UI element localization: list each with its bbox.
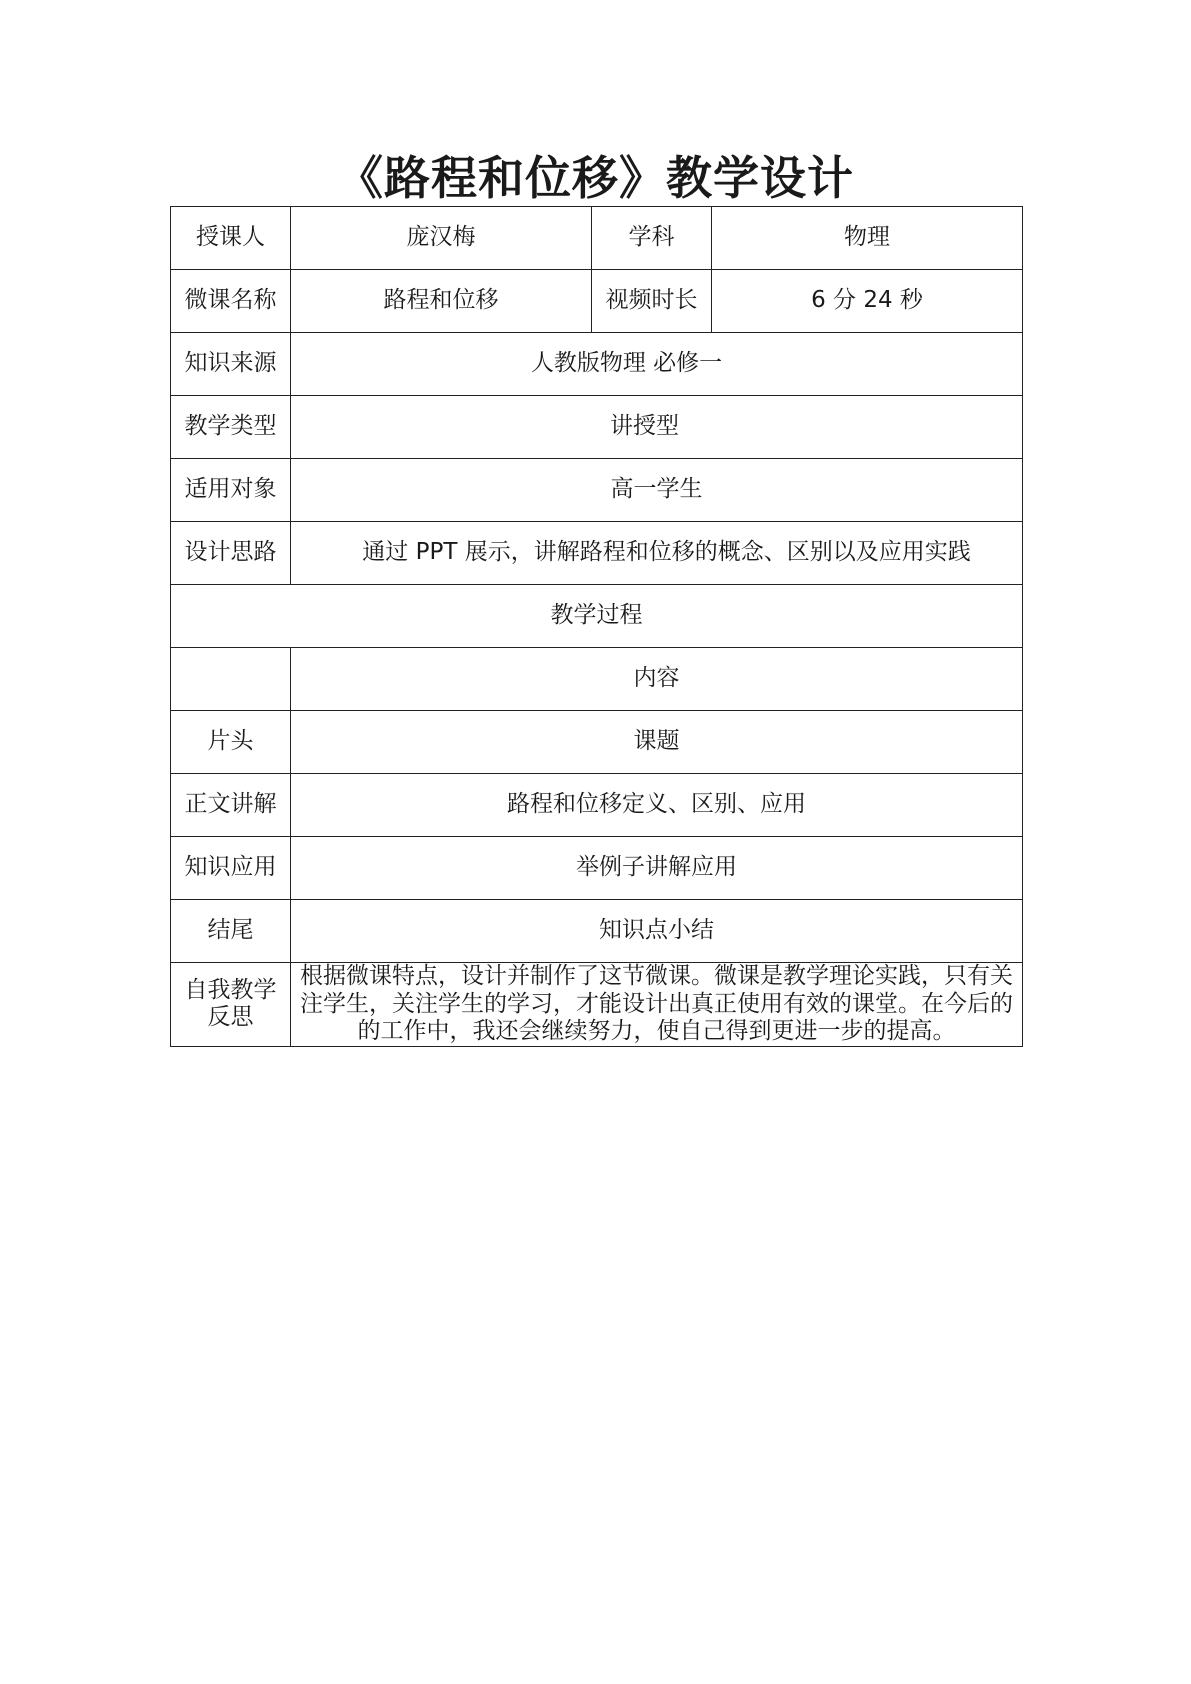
table-row — [171, 396, 1023, 459]
process-row-label: 正文讲解 — [171, 774, 291, 837]
teacher-value: 庞汉梅 — [291, 207, 592, 270]
table-row — [171, 837, 1023, 900]
table-row — [171, 207, 1023, 270]
table-row — [171, 459, 1023, 522]
design-value: 通过 PPT 展示，讲解路程和位移的概念、区别以及应用实践 — [291, 522, 1023, 585]
duration-value: 6 分 24 秒 — [712, 270, 1023, 333]
table-row — [171, 585, 1023, 648]
lesson-design-table — [170, 206, 1023, 1047]
process-row-content: 课题 — [291, 711, 1023, 774]
type-label: 教学类型 — [171, 396, 291, 459]
table-row — [171, 774, 1023, 837]
table-row — [171, 333, 1023, 396]
reflection-label — [171, 963, 291, 1047]
process-row-content: 路程和位移定义、区别、应用 — [291, 774, 1023, 837]
process-row-label: 片头 — [171, 711, 291, 774]
document-title: 《路程和位移》教学设计 — [337, 151, 854, 205]
table-row — [171, 900, 1023, 963]
process-empty-cell — [171, 648, 291, 711]
subject-label: 学科 — [592, 207, 712, 270]
reflection-text: 根据微课特点，设计并制作了这节微课。微课是教学理论实践，只有关注学生，关注学生的学习，才能设计出真正使用有效的课堂。在今后的的工作中，我还会继续努力，使自己得到更进一步的提高。 — [291, 963, 1023, 1047]
content-header: 内容 — [291, 648, 1023, 711]
table-row — [171, 522, 1023, 585]
course-name-value: 路程和位移 — [291, 270, 592, 333]
process-row-content: 举例子讲解应用 — [291, 837, 1023, 900]
teacher-label: 授课人 — [171, 207, 291, 270]
audience-value: 高一学生 — [291, 459, 1023, 522]
process-row-label: 结尾 — [171, 900, 291, 963]
process-row-label: 知识应用 — [171, 837, 291, 900]
type-value: 讲授型 — [291, 396, 1023, 459]
source-value: 人教版物理 必修一 — [291, 333, 1023, 396]
design-label: 设计思路 — [171, 522, 291, 585]
table-row — [171, 711, 1023, 774]
process-row-content: 知识点小结 — [291, 900, 1023, 963]
subject-value: 物理 — [712, 207, 1023, 270]
duration-label: 视频时长 — [592, 270, 712, 333]
reflection-label-line1: 自我教学 — [184, 976, 277, 1003]
process-header: 教学过程 — [171, 585, 1023, 648]
table-row — [171, 270, 1023, 333]
table-row — [171, 963, 1023, 1047]
course-name-label: 微课名称 — [171, 270, 291, 333]
table-row — [171, 648, 1023, 711]
reflection-label-line2: 反思 — [207, 1004, 254, 1031]
audience-label: 适用对象 — [171, 459, 291, 522]
source-label: 知识来源 — [171, 333, 291, 396]
